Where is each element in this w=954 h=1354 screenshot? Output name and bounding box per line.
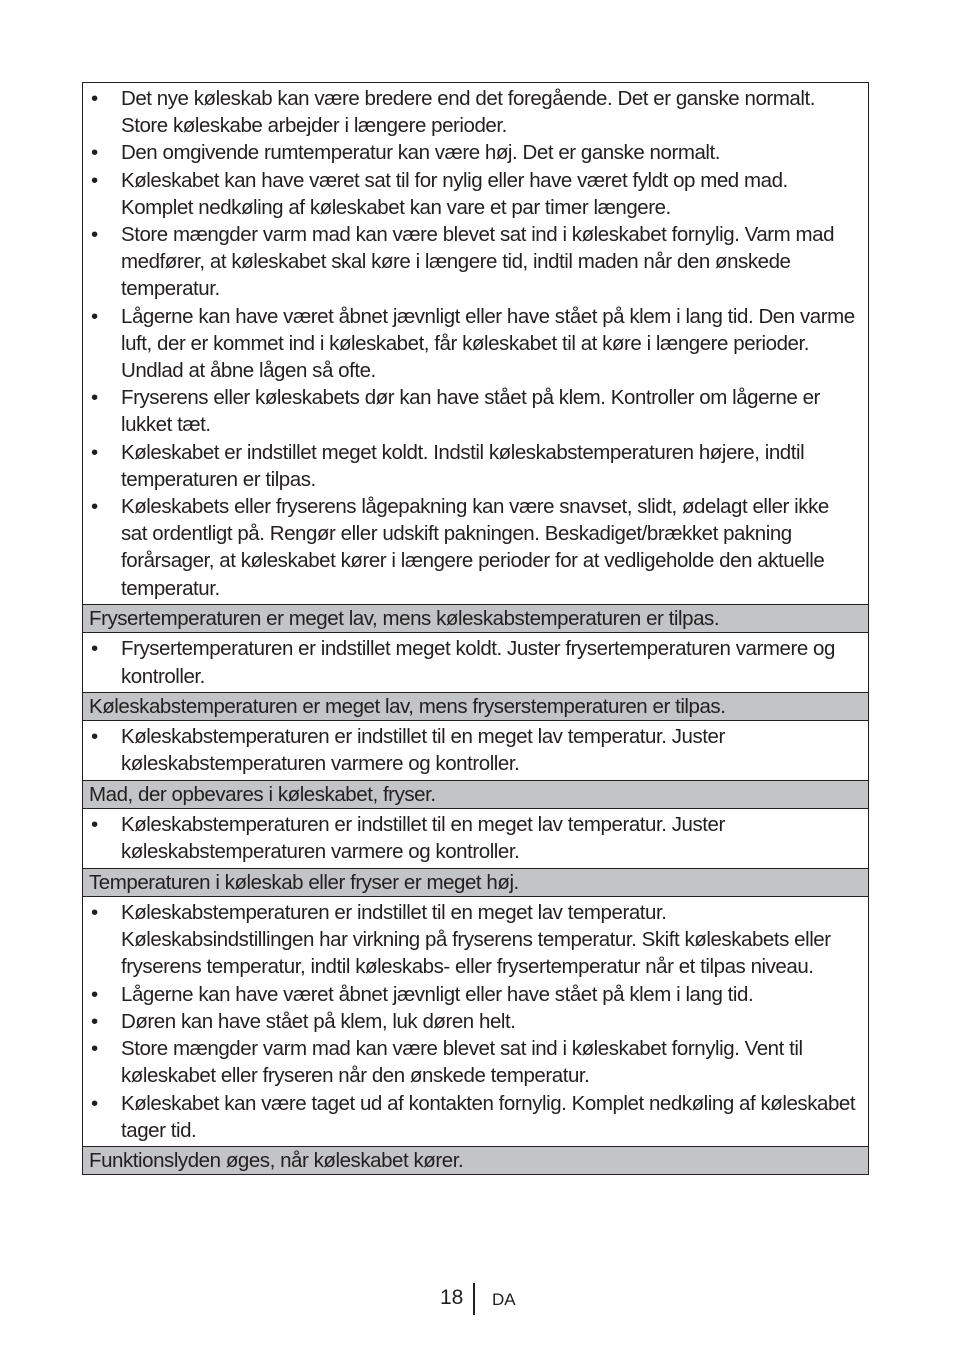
section-heading: Funktionslyden øges, når køleskabet kører. <box>83 1147 868 1176</box>
list-item-text: Fryserens eller køleskabets dør kan have stået på klem. Kontroller om lågerne er lukket tæt. <box>121 386 820 437</box>
list-item <box>89 493 860 602</box>
bullet-list <box>83 809 868 868</box>
list-item <box>89 1090 860 1144</box>
bullet-marker: • <box>91 440 98 464</box>
list-item <box>89 1008 860 1035</box>
list-item <box>89 981 860 1008</box>
list-item-text: Det nye køleskab kan være bredere end det foregående. Det er ganske normalt. Store køleskabe arbejder i længere perioder. <box>121 87 815 138</box>
list-item <box>89 85 860 139</box>
list-item <box>89 723 860 777</box>
list-item <box>89 899 860 981</box>
list-item-text: Frysertemperaturen er indstillet meget koldt. Juster frysertemperaturen varmere og kontroller. <box>121 637 835 688</box>
bullet-marker: • <box>91 982 98 1006</box>
bullet-marker: • <box>91 386 98 410</box>
list-item-text: Køleskabet er indstillet meget koldt. Indstil køleskabstemperaturen højere, indtil temperaturen er tilpas. <box>121 440 805 491</box>
list-item-text: Køleskabstemperaturen er indstillet til en meget lav temperatur. Juster køleskabstemperaturen varmere og kontroller. <box>121 725 725 776</box>
list-item <box>89 139 860 166</box>
footer-separator <box>473 1283 475 1315</box>
troubleshooting-table <box>82 82 869 1175</box>
list-item-text: Køleskabstemperaturen er indstillet til en meget lav temperatur. Køleskabsindstillingen har virkning på fryserens temperatur. Skift køleskabets eller fryserens temperatur, indtil køleskabs- eller frysertemperatur når et tilpas niveau. <box>121 901 831 979</box>
bullet-marker: • <box>91 813 98 837</box>
bullet-marker: • <box>91 1037 98 1061</box>
list-item-text: Lågerne kan have været åbnet jævnligt eller have stået på klem i lang tid. Den varme luft, der er kommet ind i køleskabet, får køleskabet til at køre i længere perioder. Undlad at åbne lågen så ofte. <box>121 304 855 383</box>
bullet-marker: • <box>91 1091 98 1115</box>
bullet-marker: • <box>91 725 98 749</box>
bullet-marker: • <box>91 901 98 925</box>
list-item <box>89 221 860 303</box>
bullet-list <box>83 897 868 1147</box>
list-item <box>89 384 860 438</box>
bullet-marker: • <box>91 304 98 328</box>
list-item <box>89 167 860 221</box>
list-item-text: Lågerne kan have været åbnet jævnligt eller have stået på klem i lang tid. <box>121 982 754 1006</box>
list-item-text: Køleskabstemperaturen er indstillet til en meget lav temperatur. Juster køleskabstemperaturen varmere og kontroller. <box>121 813 725 864</box>
list-item <box>89 439 860 493</box>
bullet-marker: • <box>91 495 98 519</box>
section-heading: Frysertemperaturen er meget lav, mens køleskabstemperaturen er tilpas. <box>83 605 868 634</box>
list-item-text: Store mængder varm mad kan være blevet sat ind i køleskabet fornylig. Vent til køleskabet eller fryseren når den ønskede temperatur. <box>121 1037 803 1088</box>
bullet-list <box>83 633 868 692</box>
bullet-marker: • <box>91 637 98 661</box>
page-footer <box>0 1283 954 1315</box>
bullet-marker: • <box>91 87 98 110</box>
list-item <box>89 303 860 385</box>
list-item-text: Køleskabet kan være taget ud af kontakten fornylig. Komplet nedkøling af køleskabet tager tid. <box>121 1091 856 1142</box>
section-heading: Temperaturen i køleskab eller fryser er meget høj. <box>83 869 868 898</box>
section-heading: Mad, der opbevares i køleskabet, fryser. <box>83 781 868 810</box>
bullet-marker: • <box>91 223 98 247</box>
list-item-text: Store mængder varm mad kan være blevet sat ind i køleskabet fornylig. Varm mad medfører, at køleskabet skal køre i længere tid, indtil maden når den ønskede temperatur. <box>121 223 835 301</box>
page-number: 18 <box>440 1286 464 1309</box>
bullet-list <box>83 721 868 780</box>
list-item <box>89 1035 860 1089</box>
list-item-text: Den omgivende rumtemperatur kan være høj. Det er ganske normalt. <box>121 141 721 165</box>
list-item-text: Køleskabets eller fryserens lågepakning kan være snavset, slidt, ødelagt eller ikke sat ordentligt på. Rengør eller udskift pakningen. Beskadiget/brækket pakning forårsager, at køleskabet kører i længere perioder for at vedligeholde den aktuelle temperatur. <box>121 495 829 600</box>
list-item <box>89 635 860 689</box>
language-code: DA <box>492 1290 516 1309</box>
bullet-list <box>83 83 868 605</box>
list-item-text: Køleskabet kan have været sat til for nylig eller have været fyldt op med mad. Komplet nedkøling af køleskabet kan vare et par timer længere. <box>121 168 788 219</box>
section-heading: Køleskabstemperaturen er meget lav, mens fryserstemperaturen er tilpas. <box>83 693 868 722</box>
bullet-marker: • <box>91 141 98 165</box>
list-item-text: Døren kan have stået på klem, luk døren helt. <box>121 1009 516 1033</box>
list-item <box>89 811 860 865</box>
bullet-marker: • <box>91 1009 98 1033</box>
bullet-marker: • <box>91 168 98 192</box>
